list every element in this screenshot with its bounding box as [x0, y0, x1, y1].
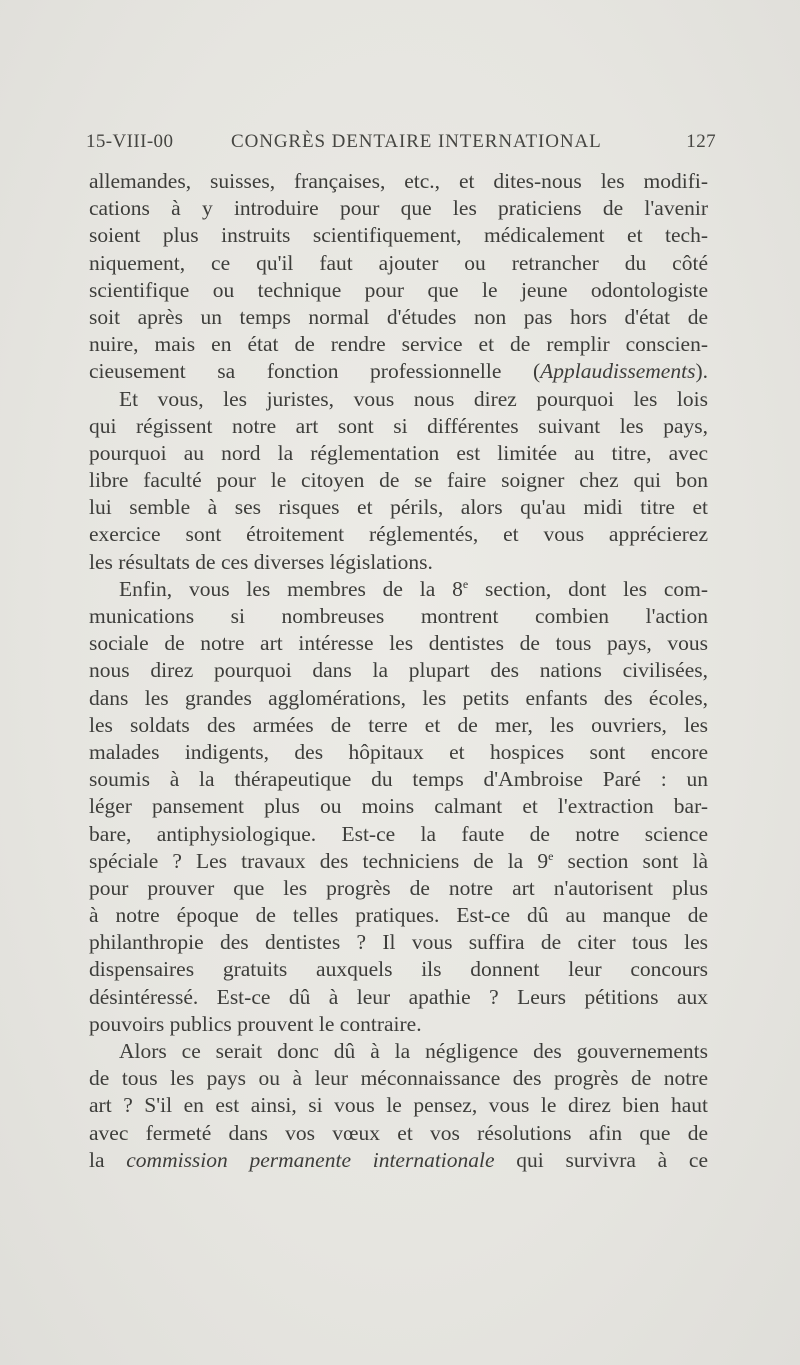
- text-line: Alors ce serait donc dû à la négligence des gouvernements: [119, 1039, 708, 1063]
- text-segment: qui survivra à ce: [494, 1147, 708, 1172]
- text-line: pourquoi au nord la réglementation est limitée au titre, avec: [89, 440, 708, 465]
- text-line: libre faculté pour le citoyen de se faire soigner chez qui bon: [89, 468, 708, 493]
- text-segment: ).: [695, 359, 708, 384]
- text-line: niquement, ce qu'il faut ajouter ou retrancher du côté: [89, 250, 708, 275]
- text-line: qui régissent notre art sont si différentes suivant les pays,: [89, 413, 708, 438]
- text-segment: section, dont les com-: [468, 576, 708, 601]
- text-line: nous direz pourquoi dans la plupart des nations civilisées,: [89, 658, 708, 683]
- paragraph-4: [89, 1038, 708, 1174]
- superscript: e: [548, 848, 554, 863]
- text-line: soient plus instruits scientifiquement, médicalement et tech-: [89, 223, 708, 248]
- text-line: pouvoirs publics prouvent le contraire.: [89, 1011, 422, 1036]
- text-line: malades indigents, des hôpitaux et hospices sont encore: [89, 739, 708, 764]
- text-line: désintéressé. Est-ce dû à leur apathie ? Leurs pétitions aux: [89, 984, 708, 1009]
- paragraph-1: [89, 168, 708, 386]
- italic-text: Applaudissements: [540, 359, 696, 384]
- text-segment: Enfin, vous les membres de la 8: [119, 576, 463, 601]
- italic-text: commission permanente internationale: [126, 1147, 495, 1172]
- text-line: pour prouver que les progrès de notre art n'autorisent plus: [89, 875, 708, 900]
- text-line: soit après un temps normal d'études non pas hors d'état de: [89, 304, 708, 329]
- text-line: bare, antiphysiologique. Est-ce la faute de notre science: [89, 821, 708, 846]
- text-line: dispensaires gratuits auxquels ils donnent leur concours: [89, 957, 708, 982]
- text-line: à notre époque de telles pratiques. Est-ce dû au manque de: [89, 903, 708, 928]
- text-line: cations à y introduire pour que les praticiens de l'avenir: [89, 196, 708, 221]
- running-header: [86, 131, 716, 161]
- text-line: [89, 576, 708, 603]
- text-line: soumis à la thérapeutique du temps d'Ambroise Paré : un: [89, 767, 708, 792]
- text-line: de tous les pays ou à leur méconnaissance des progrès de notre: [89, 1066, 708, 1091]
- text-line: les soldats des armées de terre et de mer, les ouvriers, les: [89, 712, 708, 737]
- text-line: les résultats de ces diverses législations.: [89, 549, 433, 574]
- text-line: [89, 848, 708, 875]
- text-line: dans les grandes agglomérations, les petits enfants des écoles,: [89, 685, 708, 710]
- text-line: sociale de notre art intéresse les dentistes de tous pays, vous: [89, 631, 708, 656]
- text-line: exercice sont étroitement réglementés, et vous apprécierez: [89, 522, 708, 547]
- text-segment: cieusement sa fonction professionnelle (: [89, 359, 541, 384]
- text-line: [89, 1147, 708, 1174]
- text-line: lui semble à ses risques et périls, alors qu'au midi titre et: [89, 495, 708, 520]
- text-segment: spéciale ? Les travaux des techniciens de la 9: [89, 848, 549, 873]
- header-title: CONGRÈS DENTAIRE INTERNATIONAL: [231, 131, 602, 152]
- text-line: art ? S'il en est ainsi, si vous le pensez, vous le direz bien haut: [89, 1093, 708, 1118]
- text-line: léger pansement plus ou moins calmant et l'extraction bar-: [89, 794, 708, 819]
- text-line: nuire, mais en état de rendre service et de remplir conscien-: [89, 332, 708, 357]
- text-line: Et vous, les juristes, vous nous direz pourquoi les lois: [119, 386, 708, 411]
- paragraph-2: [89, 386, 708, 576]
- text-line: philanthropie des dentistes ? Il vous suffira de citer tous les: [89, 930, 708, 955]
- text-line: allemandes, suisses, françaises, etc., et dites-nous les modifi-: [89, 169, 708, 193]
- text-line: [89, 358, 708, 385]
- text-line: scientifique ou technique pour que le jeune odontologiste: [89, 277, 708, 302]
- paragraph-3: [89, 576, 708, 1038]
- text-segment: section sont là: [553, 848, 708, 873]
- header-date: 15-VIII-00: [86, 131, 174, 152]
- superscript: e: [462, 576, 469, 591]
- text-line: avec fermeté dans vos vœux et vos résolutions afin que de: [89, 1120, 708, 1145]
- page-number: 127: [686, 131, 716, 152]
- text-segment: la: [89, 1147, 127, 1172]
- text-line: munications si nombreuses montrent combien l'action: [89, 604, 708, 628]
- body-text: [89, 168, 708, 1174]
